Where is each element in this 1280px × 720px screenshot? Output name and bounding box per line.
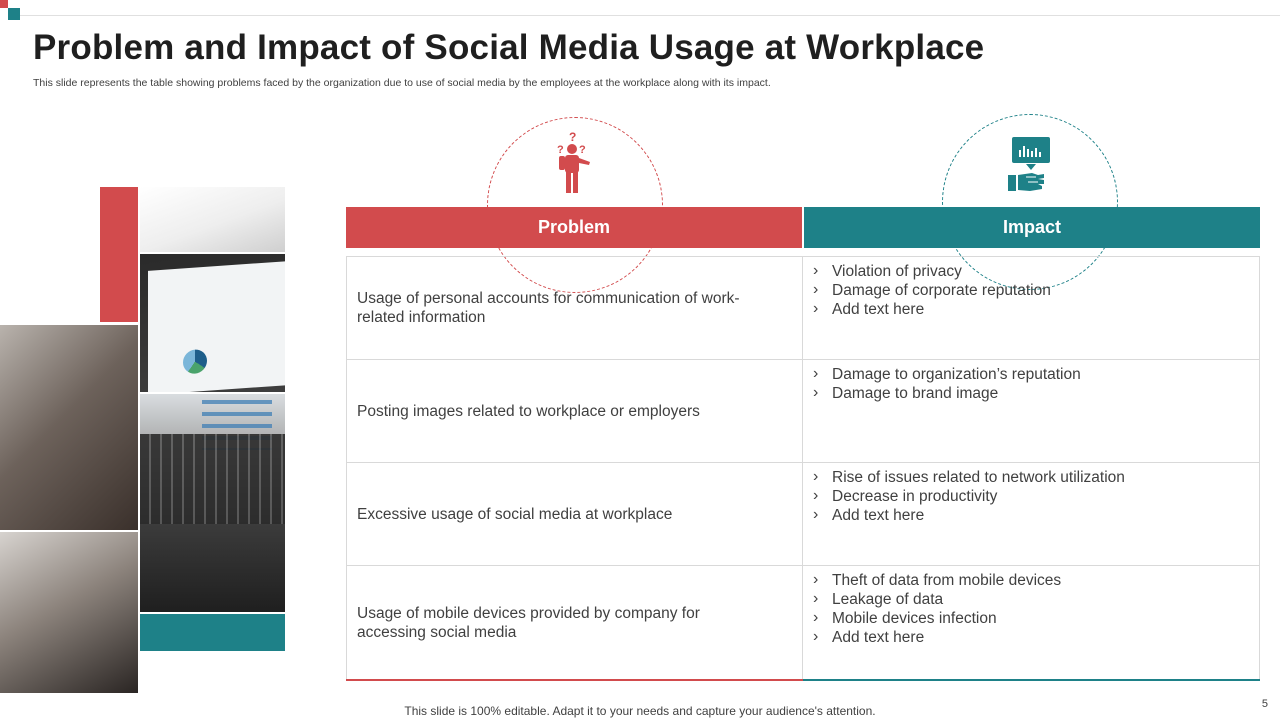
table-row — [347, 463, 1259, 566]
laptop-photo-tile — [140, 187, 285, 252]
table-bottom-rule-red — [346, 679, 803, 681]
problem-impact-table — [346, 256, 1260, 681]
keyboard-photo-tile — [140, 394, 285, 612]
analytics-hand-icon — [1006, 137, 1054, 195]
impact-cell — [803, 360, 1259, 462]
page-number: 5 — [1261, 698, 1268, 710]
impact-cell — [803, 566, 1259, 680]
impact-item: › Damage to organization’s reputation — [813, 365, 1259, 384]
problem-cell: Posting images related to workplace or employers — [347, 360, 803, 462]
table-bottom-rule-teal — [803, 679, 1260, 681]
table-row — [347, 566, 1259, 680]
svg-text:?: ? — [579, 144, 586, 156]
confused-person-icon — [555, 128, 595, 194]
impact-cell — [803, 257, 1259, 359]
impact-item: › Leakage of data — [813, 590, 1259, 609]
person-photo-tile — [0, 325, 138, 530]
person-arm-photo-tile — [0, 532, 138, 693]
top-divider — [20, 15, 1280, 16]
impact-item: › Violation of privacy — [813, 262, 1259, 281]
problem-cell: Excessive usage of social media at workplace — [347, 463, 803, 565]
impact-item: › Damage to brand image — [813, 384, 1259, 403]
impact-cell — [803, 463, 1259, 565]
impact-item: › Add text here — [813, 506, 1259, 525]
impact-item: › Decrease in productivity — [813, 487, 1259, 506]
slide-footer-note: This slide is 100% editable. Adapt it to your needs and capture your audience's attention. — [404, 704, 876, 718]
impact-item: › Add text here — [813, 300, 1259, 319]
decor-red-block — [100, 187, 138, 322]
problem-cell: Usage of mobile devices provided by company for accessing social media — [347, 566, 803, 680]
table-row — [347, 360, 1259, 463]
impact-item: › Mobile devices infection — [813, 609, 1259, 628]
slide-title: Problem and Impact of Social Media Usage at Workplace — [33, 28, 985, 67]
decor-teal-block — [140, 614, 285, 651]
impact-column-header: Impact — [804, 207, 1260, 248]
impact-item: › Damage of corporate reputation — [813, 281, 1259, 300]
table-row — [347, 257, 1259, 360]
laptop-screen-photo-tile — [140, 254, 285, 392]
impact-item: › Rise of issues related to network utilization — [813, 468, 1259, 487]
corner-accent-teal — [8, 8, 20, 20]
slide-subtitle: This slide represents the table showing problems faced by the organization due to use of social media by the employees at the workplace along with its impact. — [33, 77, 771, 89]
svg-text:?: ? — [557, 144, 564, 156]
impact-item: › Add text here — [813, 628, 1259, 647]
problem-cell: Usage of personal accounts for communication of work-related information — [347, 257, 803, 359]
impact-item: › Theft of data from mobile devices — [813, 571, 1259, 590]
problem-column-header: Problem — [346, 207, 802, 248]
svg-text:?: ? — [569, 130, 577, 144]
corner-accent-red — [0, 0, 8, 8]
